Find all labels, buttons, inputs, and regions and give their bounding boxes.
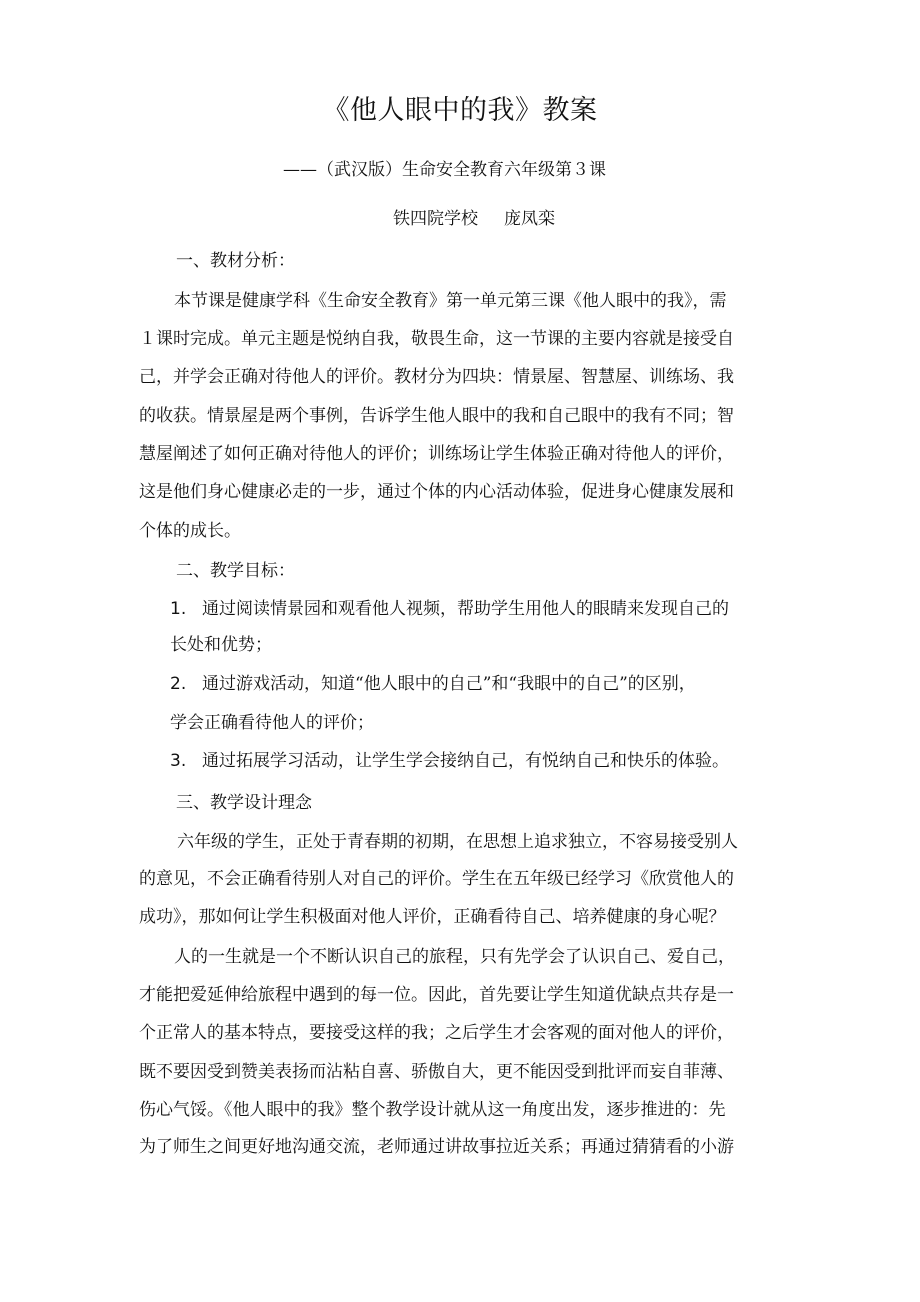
- paragraph-line: 六年级的学生，正处于青春期的初期，在思想上追求独立，不容易接受别人: [177, 832, 738, 852]
- paragraph-line: 己，并学会正确对待他人的评价。教材分为四块：情景屋、智慧屋、训练场、我: [139, 367, 734, 387]
- paragraph-line: 个正常人的基本特点，要接受这样的我；之后学生才会客观的面对他人的评价，: [139, 1023, 734, 1043]
- paragraph-line: 成功》，那如何让学生积极面对他人评价，正确看待自己、培养健康的身心呢？: [139, 907, 726, 927]
- paragraph-line: 伤心气馁。《他人眼中的我》整个教学设计就从这一角度出发，逐步推进的：先: [139, 1100, 726, 1120]
- document-subtitle: ——（武汉版）生命安全教育六年级第３课: [283, 160, 606, 180]
- paragraph-line: 慧屋阐述了如何正确对待他人的评价；训练场让学生体验正确对待他人的评价，: [139, 444, 734, 464]
- paragraph-line: 个体的成长。: [139, 521, 241, 541]
- list-text: 通过游戏活动，知道“他人眼中的自己”和“我眼中的自己”的区别，: [202, 674, 696, 694]
- paragraph-line: 这是他们身心健康必走的一步，通过个体的内心活动体验，促进身心健康发展和: [139, 482, 734, 502]
- paragraph-line: 人的一生就是一个不断认识自己的旅程，只有先学会了认识自己、爱自己，: [174, 947, 735, 967]
- list-text: 通过拓展学习活动，让学生学会接纳自己，有悦纳自己和快乐的体验。: [202, 751, 729, 771]
- list-item: [170, 594, 729, 619]
- author-school: 铁四院学校: [393, 209, 478, 229]
- section-heading-design: 三、教学设计理念: [176, 793, 312, 813]
- paragraph-line: 本节课是健康学科《生命安全教育》第一单元第三课《他人眼中的我》，需: [174, 291, 727, 311]
- paragraph-line: 的意见，不会正确看待别人对自己的评价。学生在五年级已经学习《欣赏他人的: [139, 869, 734, 889]
- author-name: 庞凤栾: [504, 209, 555, 229]
- list-number: 3.: [170, 751, 187, 771]
- list-number: 2.: [170, 674, 187, 694]
- list-text: 通过阅读情景园和观看他人视频，帮助学生用他人的眼睛来发现自己的: [202, 599, 729, 619]
- list-number: 1.: [170, 599, 187, 619]
- list-item-continuation: 长处和优势；: [170, 635, 272, 655]
- paragraph-line: 既不要因受到赞美表扬而沾粘自喜、骄傲自大，更不能因受到批评而妄自菲薄、: [139, 1062, 734, 1082]
- paragraph-line: 的收获。情景屋是两个事例，告诉学生他人眼中的我和自己眼中的我有不同；智: [139, 406, 734, 426]
- document-author: [393, 204, 555, 229]
- paragraph-line: 才能把爱延伸给旅程中遇到的每一位。因此，首先要让学生知道优缺点共存是一: [139, 985, 734, 1005]
- list-item: [170, 746, 729, 771]
- paragraph-line: １课时完成。单元主题是悦纳自我，敬畏生命，这一节课的主要内容就是接受自: [139, 329, 734, 349]
- paragraph-line: 为了师生之间更好地沟通交流，老师通过讲故事拉近关系；再通过猜猜看的小游: [139, 1137, 734, 1157]
- list-item: [170, 669, 696, 694]
- section-heading-analysis: 一、教材分析：: [176, 251, 295, 271]
- list-item-continuation: 学会正确看待他人的评价；: [170, 713, 374, 733]
- document-title: 《他人眼中的我》教案: [322, 95, 598, 126]
- section-heading-goals: 二、教学目标：: [176, 561, 295, 581]
